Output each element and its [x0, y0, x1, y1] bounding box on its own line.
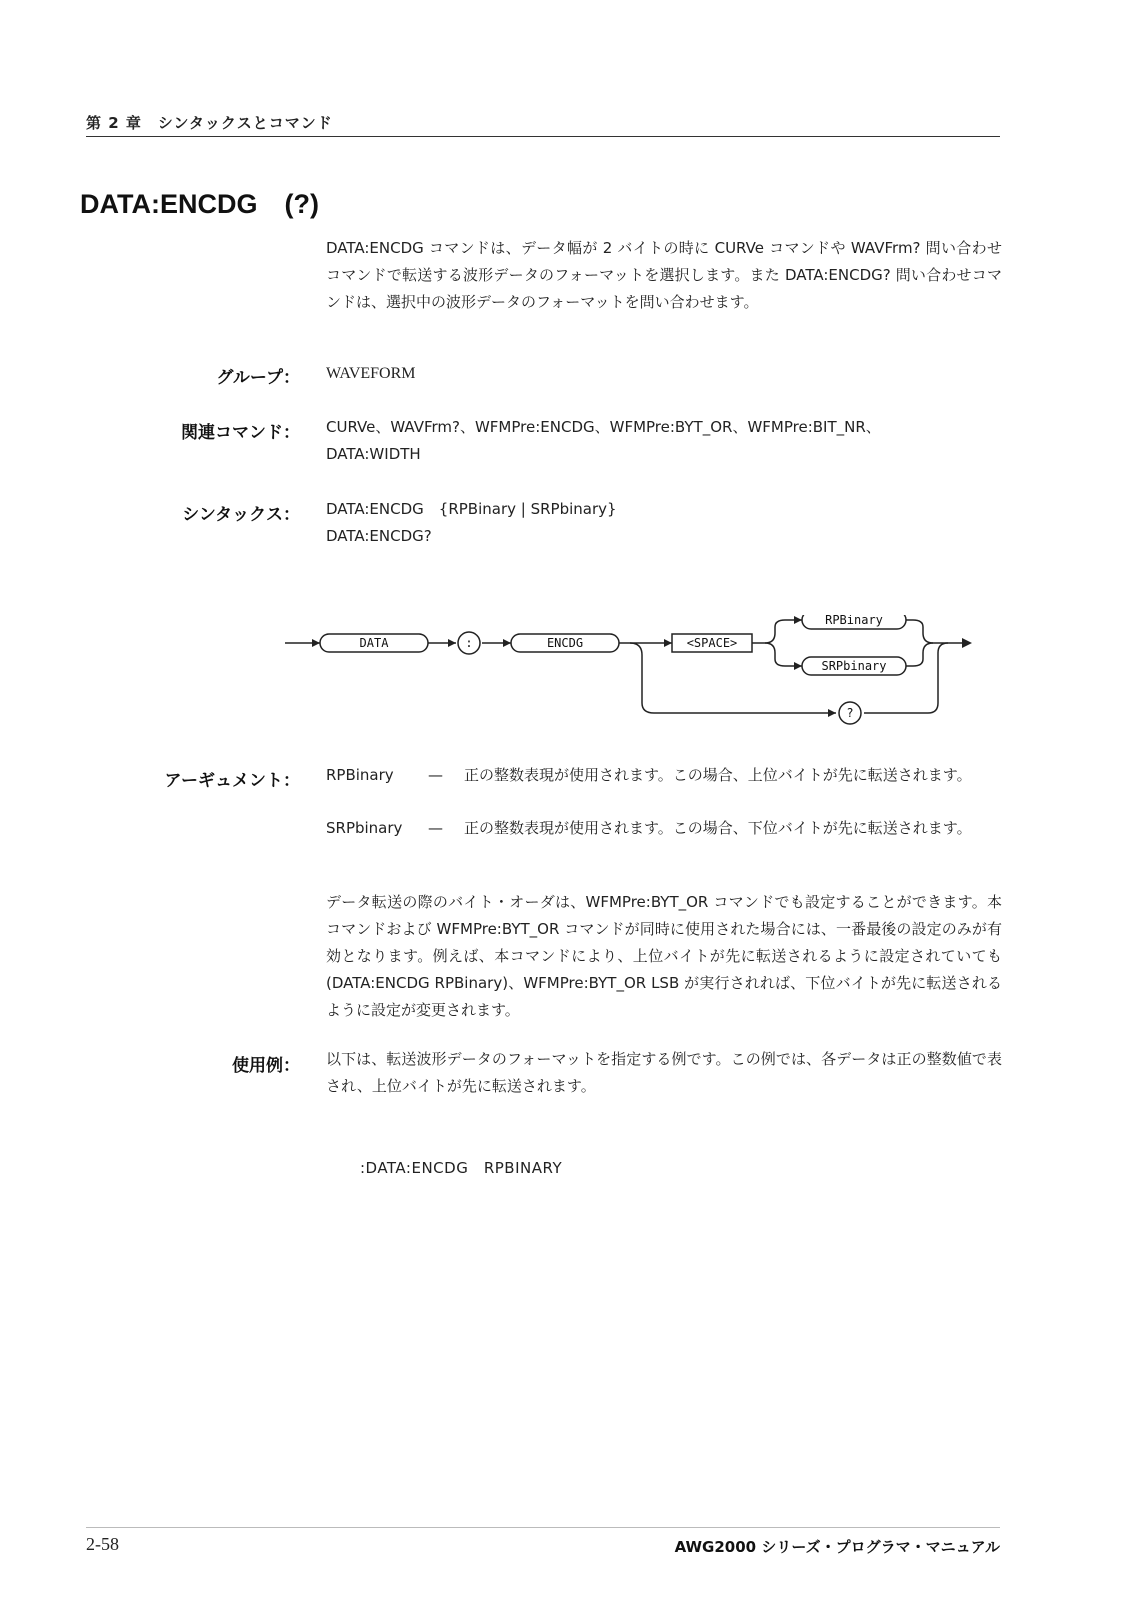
argument-description: 正の整数表現が使用されます。この場合、上位バイトが先に転送されます。 — [464, 766, 972, 784]
argument-description: 正の整数表現が使用されます。この場合、下位バイトが先に転送されます。 — [464, 819, 972, 837]
command-title: DATA:ENCDG (?) — [80, 189, 319, 219]
command-description: DATA:ENCDG コマンドは、データ幅が 2 バイトの時に CURVe コマンドや WAVFrm? 問い合わせコマンドで転送する波形データのフォーマットを選択します。また DATA:ENCDG? 問い合わせコマンドは、選択中の波形データのフォーマットを問い合わせます。 — [326, 239, 1002, 311]
argument-name: SRPbinary — [326, 819, 403, 837]
svg-text:<SPACE>: <SPACE> — [686, 636, 738, 650]
syntax-diagram — [280, 615, 1000, 740]
argument-dash: — — [428, 766, 443, 784]
related-commands-label: 関連コマンド： — [181, 423, 300, 443]
diagram-node-data — [320, 634, 428, 652]
diagram-node-colon — [458, 632, 480, 654]
svg-text:?: ? — [846, 706, 854, 720]
svg-text:ENCDG: ENCDG — [546, 636, 584, 650]
diagram-node-rpbinary — [802, 615, 906, 629]
svg-text::: : — [465, 636, 473, 650]
group-label: グループ： — [216, 368, 300, 388]
diagram-node-srpbinary — [802, 657, 906, 675]
example-label: 使用例： — [232, 1056, 300, 1076]
related-commands-line2: DATA:WIDTH — [326, 445, 421, 463]
group-value: WAVEFORM — [326, 365, 416, 382]
svg-text:DATA: DATA — [359, 636, 389, 650]
footer-divider — [86, 1527, 1000, 1528]
svg-text:SRPbinary: SRPbinary — [821, 659, 887, 673]
byte-order-note: データ転送の際のバイト・オーダは、WFMPre:BYT_OR コマンドでも設定することができます。本コマンドおよび WFMPre:BYT_OR コマンドが同時に使用された場合には、一番最後の設定のみが有効となります。例えば、本コマンドにより、上位バイトが先に転送されるように設定されていても (DATA:ENCDG RPBinary)、WFMPre:BYT_OR LSB が実行されれば、下位バイトが先に転送されるように設定が変更されます。 — [326, 893, 1002, 1019]
syntax-line1: DATA:ENCDG {RPBinary | SRPbinary} — [326, 500, 617, 518]
argument-dash: — — [428, 819, 443, 837]
page-number: 2-58 — [86, 1534, 119, 1554]
chapter-header: 第 2 章 シンタックスとコマンド — [86, 112, 1000, 137]
diagram-node-encdg — [511, 634, 619, 652]
argument-row — [326, 762, 1002, 816]
example-code: :DATA:ENCDG RPBINARY — [360, 1159, 563, 1177]
diagram-node-query — [839, 702, 861, 724]
argument-row — [326, 815, 1002, 869]
svg-text:RPBinary: RPBinary — [825, 615, 883, 627]
syntax-label: シンタックス： — [182, 505, 300, 525]
example-description: 以下は、転送波形データのフォーマットを指定する例です。この例では、各データは正の整数値で表され、上位バイトが先に転送されます。 — [326, 1050, 1002, 1095]
arguments-label: アーギュメント： — [164, 771, 300, 791]
syntax-line2: DATA:ENCDG? — [326, 527, 432, 545]
argument-name: RPBinary — [326, 766, 394, 784]
related-commands-line1: CURVe、WAVFrm?、WFMPre:ENCDG、WFMPre:BYT_OR、WFMPre:BIT_NR、 — [326, 418, 881, 436]
manual-title: AWG2000 シリーズ・プログラマ・マニュアル — [674, 1538, 1000, 1556]
diagram-node-space — [672, 634, 752, 652]
